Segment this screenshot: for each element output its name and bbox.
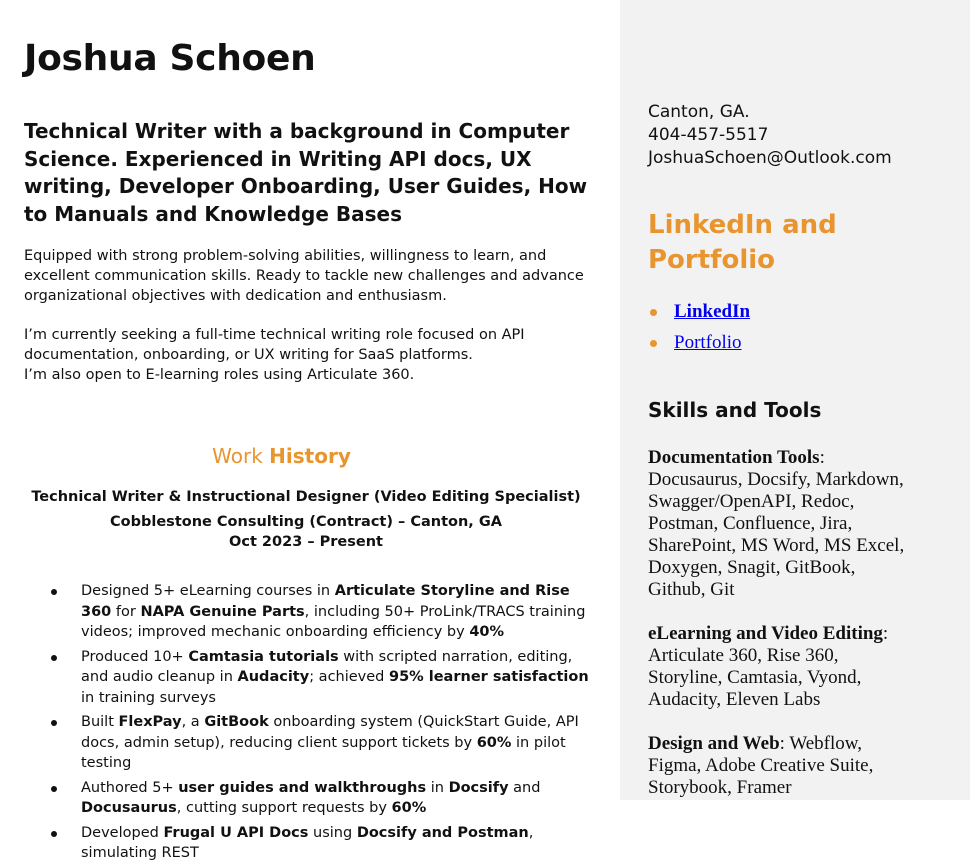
links-list	[648, 298, 750, 360]
work-history-heading-part2: History	[269, 444, 351, 468]
skill-value: : Articulate 360, Rise 360, Storyline, Camtasia, Vyond, Audacity, Eleven Labs	[648, 623, 889, 710]
contact-location: Canton, GA.	[648, 102, 750, 122]
elearning-open-line: I’m also open to E-learning roles using Articulate 360.	[24, 367, 415, 383]
bullet-dot-icon	[51, 655, 57, 661]
links-list-item	[648, 329, 750, 360]
work-bullet: Produced 10+ Camtasia tutorials with scripted narration, editing, and audio cleanup in Audacity; achieved 95% learner satisfaction in training surveys	[48, 647, 593, 709]
job-title: Technical Writer & Instructional Designer (Video Editing Specialist)	[31, 489, 581, 505]
linkedin-link[interactable]: LinkedIn	[674, 301, 751, 322]
links-list-item	[648, 298, 750, 329]
skill-value: : Docusaurus, Docsify, Markdown, Swagger/OpenAPI, Redoc, Postman, Confluence, Jira, SharePoint, MS Word, MS Excel, Doxygen, Snagit, GitBook, Github, Git	[648, 447, 905, 600]
skill-value: : Webflow, Figma, Adobe Creative Suite, Storybook, Framer	[648, 733, 874, 798]
bullet-dot-icon	[51, 720, 57, 726]
skill-label: Documentation Tools	[648, 447, 820, 468]
skill-documentation-tools	[648, 447, 908, 601]
work-bullet: Authored 5+ user guides and walkthroughs in Docsify and Docusaurus, cutting support requests by 60%	[48, 778, 593, 819]
skill-label: eLearning and Video Editing	[648, 623, 883, 644]
candidate-name: Joshua Schoen	[24, 38, 316, 79]
bullet-dot-icon	[51, 831, 57, 837]
work-history-heading-part1: Work	[212, 444, 270, 468]
work-bullet: Developed Frugal U API Docs using Docsify and Postman, simulating REST	[48, 823, 593, 864]
bullet-dot-icon	[650, 309, 657, 316]
skill-elearning	[648, 623, 908, 711]
work-bullet-list	[48, 581, 593, 868]
bullet-dot-icon	[650, 340, 657, 347]
summary-paragraph: Equipped with strong problem-solving abilities, willingness to learn, and excellent communication skills. Ready to tackle new challenges and advance organizational objectives with dedication and enthusiasm.	[24, 248, 584, 304]
skill-label: Design and Web	[648, 733, 780, 754]
job-company: Cobblestone Consulting (Contract) – Canton, GA	[110, 514, 502, 530]
skills-heading: Skills and Tools	[648, 398, 822, 422]
bullet-dot-icon	[51, 589, 57, 595]
portfolio-link[interactable]: Portfolio	[674, 332, 742, 353]
work-history-heading	[0, 444, 563, 468]
job-seeking-paragraph	[24, 325, 604, 385]
job-dates: Oct 2023 – Present	[229, 534, 383, 550]
bullet-dot-icon	[51, 786, 57, 792]
contact-email: JoshuaSchoen@Outlook.com	[648, 148, 892, 168]
work-bullet: Designed 5+ eLearning courses in Articulate Storyline and Rise 360 for NAPA Genuine Parts, including 50+ ProLink/TRACS training videos; improved mechanic onboarding efficiency by 40%	[48, 581, 593, 643]
headline: Technical Writer with a background in Computer Science. Experienced in Writing API docs, UX writing, Developer Onboarding, User Guides, How to Manuals and Knowledge Bases	[24, 119, 588, 226]
contact-phone: 404-457-5517	[648, 125, 769, 145]
contact-block	[648, 101, 892, 170]
job-seeking-line: I’m currently seeking a full-time technical writing role focused on API documentation, onboarding, or UX writing for SaaS platforms.	[24, 327, 525, 363]
links-heading: LinkedIn and Portfolio	[648, 210, 837, 275]
skill-design-web	[648, 733, 908, 799]
work-bullet: Built FlexPay, a GitBook onboarding system (QuickStart Guide, API docs, admin setup), reducing client support tickets by 60% in pilot testing	[48, 712, 593, 774]
